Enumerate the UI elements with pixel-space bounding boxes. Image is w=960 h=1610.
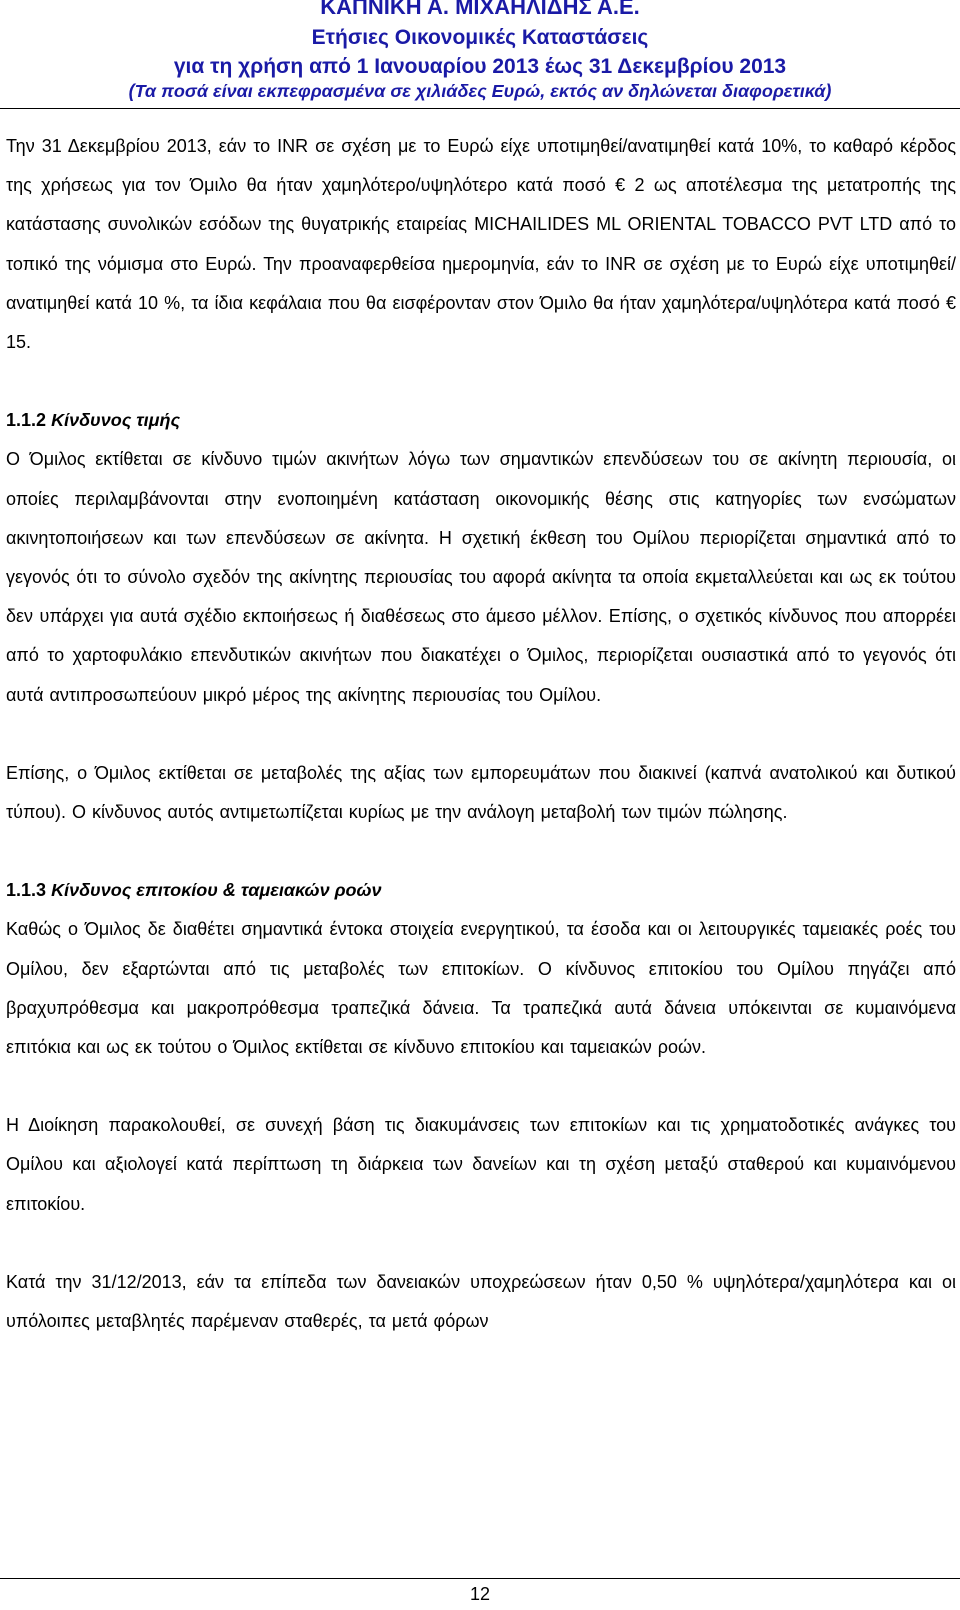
price-risk-paragraph-1: Ο Όμιλος εκτίθεται σε κίνδυνο τιμών ακινήτων λόγω των σημαντικών επενδύσεων του σε ακίνητη περιουσία, οι οποίες περιλαμβάνονται στην ενοποιημένη κατάσταση οικονομικής θέσης στις κατηγορίες των ενσώματων ακινητοποιήσεων και των επενδύσεων σε ακίνητα. Η σχετική έκθεση του Ομίλου περιορίζεται σημαντικά από το γεγονός ότι το σύνολο σχεδόν της ακίνητης περιουσίας του αφορά ακίνητα τα οποία εκμεταλλεύεται και ως εκ τούτου δεν υπάρχει για αυτά σχέδιο εκποιήσεως ή διαθέσεως στο άμεσο μέλλον. Επίσης, ο σχετικός κίνδυνος που απορρέει από το χαρτοφυλάκιο επενδυτικών ακινήτων που διακατέχει ο Όμιλος, περιορίζεται ουσιαστικά από το γεγονός ότι αυτά αντιπροσωπεύουν μικρό μέρος της ακίνητης περιουσίας του Ομίλου.: [6, 449, 956, 705]
price-risk-paragraph-2: Επίσης, ο Όμιλος εκτίθεται σε μεταβολές της αξίας των εμπορευμάτων που διακινεί (καπνά ανατολικού και δυτικού τύπου). Ο κίνδυνος αυτός αντιμετωπίζεται κυρίως με την ανάλογη μεταβολή των τιμών πώλησης.: [6, 762, 956, 823]
section-number: 1.1.2: [6, 410, 47, 431]
company-name: ΚΑΠΝΙΚΗ Α. ΜΙΧΑΗΛΙΔΗΣ Α.Ε.: [320, 0, 640, 19]
interest-risk-paragraph-1: Καθώς ο Όμιλος δε διαθέτει σημαντικά έντοκα στοιχεία ενεργητικού, τα έσοδα και οι λειτουργικές ταμειακές ροές του Ομίλου, δεν εξαρτώνται από τις μεταβολές των επιτοκίων. Ο κίνδυνος επιτοκίου του Ομίλου πηγάζει από βραχυπρόθεσμα και μακροπρόθεσμα τραπεζικά δάνεια. Τα τραπεζικά αυτά δάνεια υπόκεινται σε κυμαινόμενα επιτόκια και ως εκ τούτου ο Όμιλος εκτίθεται σε κίνδυνο επιτοκίου και ταμειακών ροών.: [6, 919, 956, 1058]
footer-divider: [0, 1578, 960, 1579]
section-number: 1.1.3: [6, 880, 47, 901]
interest-risk-paragraph-2: Η Διοίκηση παρακολουθεί, σε συνεχή βάση τις διακυμάνσεις των επιτοκίων και τις χρηματοδοτικές ανάγκες του Ομίλου και αξιολογεί κατά περίπτωση τη διάρκεια των δανείων και τη σχέση μεταξύ σταθερού και κυμαινόμενου επιτοκίου.: [6, 1115, 956, 1214]
document-title: Ετήσιες Οικονομικές Καταστάσεις: [311, 26, 649, 49]
interest-risk-paragraph-3: Κατά την 31/12/2013, εάν τα επίπεδα των δανειακών υποχρεώσεων ήταν 0,50 % υψηλότερα/χαμηλότερα και οι υπόλοιπες μεταβλητές παρέμεναν σταθερές, τα μετά φόρων: [6, 1271, 956, 1332]
section-title: Κίνδυνος τιμής: [51, 410, 181, 431]
reporting-period: για τη χρήση από 1 Ιανουαρίου 2013 έως 31 Δεκεμβρίου 2013: [173, 55, 787, 78]
section-title: Κίνδυνος επιτοκίου & ταμειακών ροών: [51, 880, 382, 901]
fx-risk-paragraph: Την 31 Δεκεμβρίου 2013, εάν το INR σε σχέση με το Ευρώ είχε υποτιμηθεί/ανατιμηθεί κατά 10%, το καθαρό κέρδος της χρήσεως για τον Όμιλο θα ήταν χαμηλότερο/υψηλότερο κατά ποσό € 2 ως αποτέλεσμα της μετατροπής της κατάστασης συνολικών εσόδων της θυγατρικής εταιρείας MICHAILIDES ML ORIENTAL TOBACCO PVT LTD από το τοπικό της νόμισμα στο Ευρώ. Την προαναφερθείσα ημερομηνία, εάν το INR σε σχέση με το Ευρώ είχε υποτιμηθεί/ανατιμηθεί κατά 10 %, τα ίδια κεφάλαια που θα εισφέρονταν στον Όμιλο θα ήταν χαμηλότερα/υψηλότερα κατά ποσό € 15.: [6, 136, 956, 353]
document-body: [6, 127, 956, 1341]
section-heading-interest-risk: [6, 871, 956, 910]
page-number: 12: [469, 1584, 491, 1604]
section-heading-price-risk: [6, 401, 956, 440]
header-divider: [0, 108, 960, 109]
currency-note: (Τα ποσά είναι εκπεφρασμένα σε χιλιάδες Ευρώ, εκτός αν δηλώνεται διαφορετικά): [128, 81, 832, 101]
page-header: [0, 0, 960, 108]
